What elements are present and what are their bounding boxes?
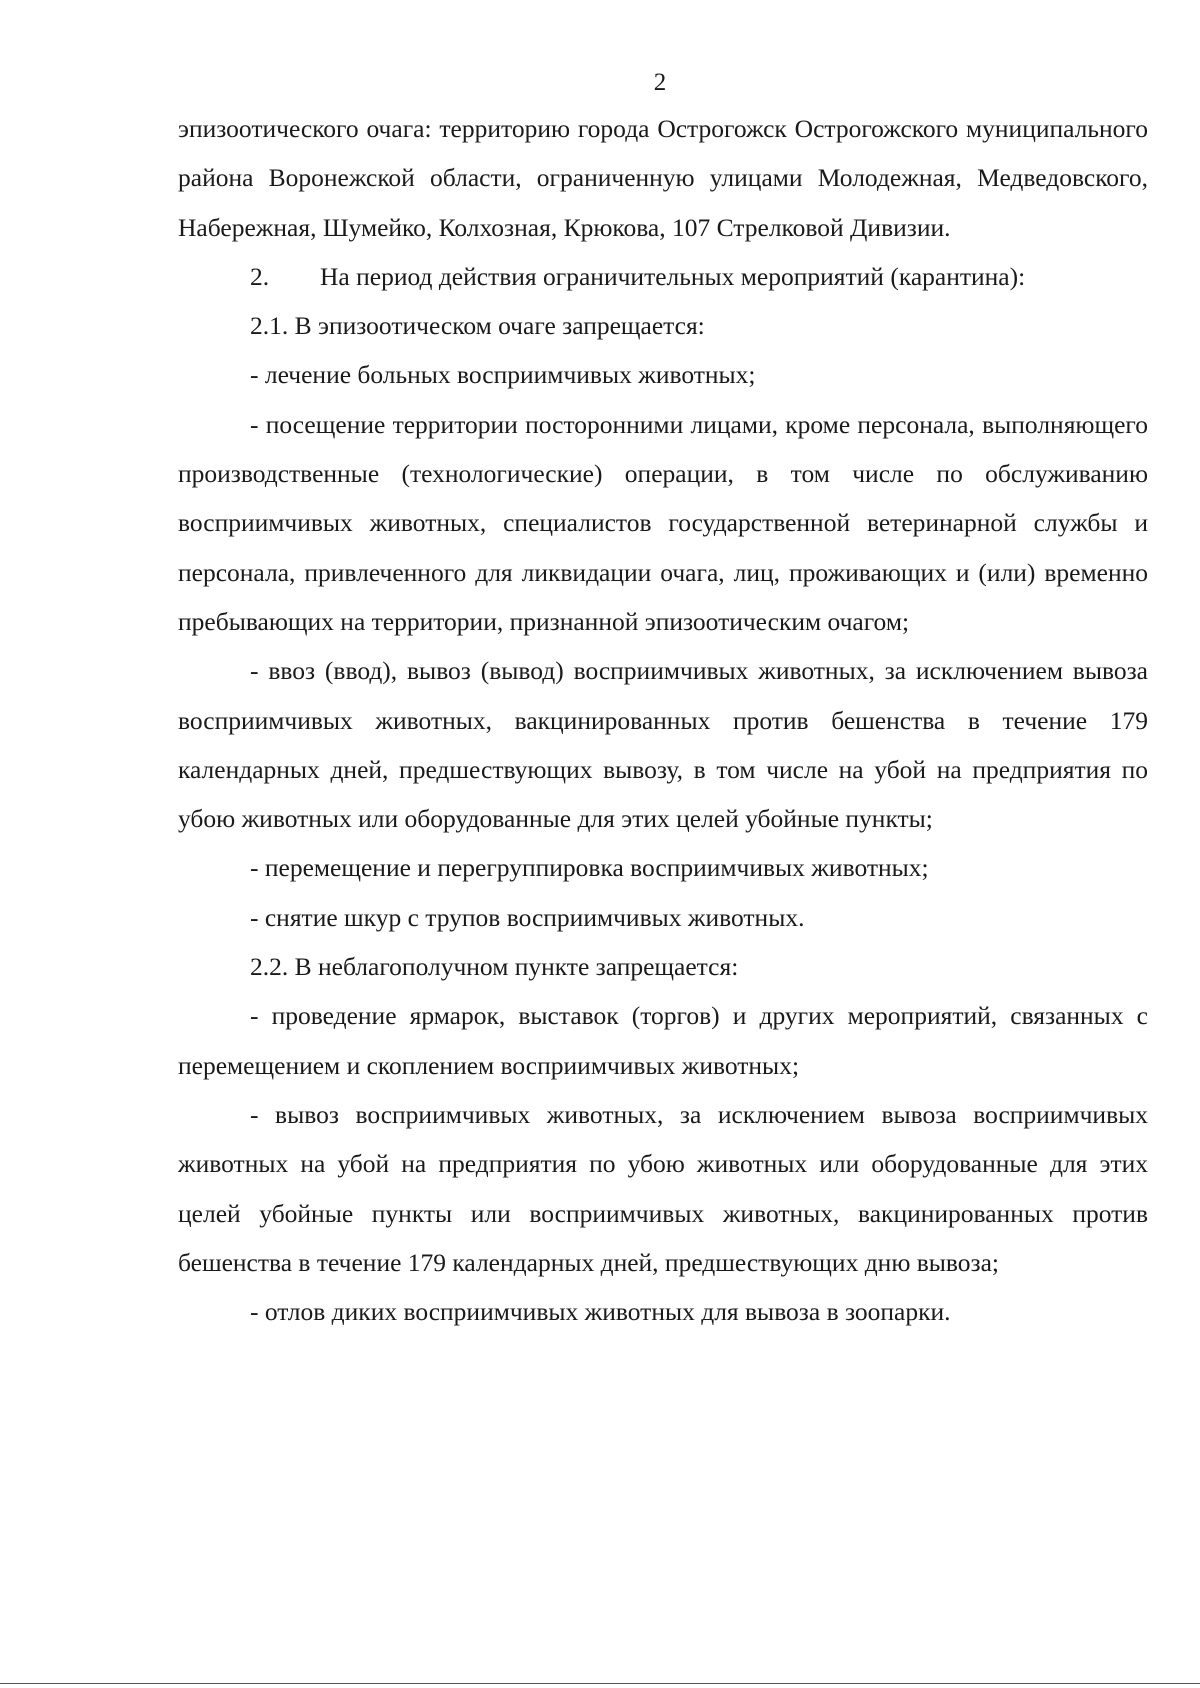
numbered-item-2: [178, 252, 1148, 301]
list-item-treatment: - лечение больных восприимчивых животных;: [250, 360, 756, 390]
page-bottom-divider: [0, 1683, 1200, 1684]
list-item-fairs: - проведение ярмарок, выставок (торгов) и других мероприятий, связанных с перемещением и скоплением восприимчивых животных;: [178, 1001, 1148, 1080]
list-item-movement: - перемещение и перегруппировка восприимчивых животных;: [250, 853, 929, 883]
subsection-2-1-heading: 2.1. В эпизоотическом очаге запрещается:: [250, 311, 705, 341]
subsection-2-2-heading: 2.2. В неблагополучном пункте запрещается:: [250, 952, 739, 982]
list-item-skinning: - снятие шкур с трупов восприимчивых животных.: [250, 902, 805, 932]
list-item-import-export: - ввоз (ввод), вывоз (вывод) восприимчивых животных, за исключением вывоза восприимчивых животных, вакцинированных против бешенства в течение 179 календарных дней, предшествующих вывозу, в том числе на убой на предприятия по убою животных или оборудованные для этих целей убойные пункты;: [178, 656, 1148, 834]
item-text: На период действия ограничительных мероприятий (карантина):: [320, 261, 1026, 291]
list-item-capture: - отлов диких восприимчивых животных для вывоза в зоопарки.: [250, 1297, 951, 1327]
item-number: 2.: [250, 261, 270, 291]
list-item-export: - вывоз восприимчивых животных, за исключением вывоза восприимчивых животных на убой на предприятия по убою животных или оборудованные для этих целей убойные пункты или восприимчивых животных, вакцинированных против бешенства в течение 179 календарных дней, предшествующих дню вывоза;: [178, 1099, 1148, 1277]
page-number: 2: [653, 69, 667, 96]
list-item-visiting: - посещение территории посторонними лицами, кроме персонала, выполняющего производственные (технологические) операции, в том числе по обслуживанию восприимчивых животных, специалистов государственной ветеринарной службы и персонала, привлеченного для ликвидации очага, лиц, проживающих и (или) временно пребывающих на территории, признанной эпизоотическим очагом;: [178, 409, 1148, 636]
paragraph-outbreak-territory: эпизоотического очага: территорию города Острогожск Острогожского муниципального района Воронежской области, ограниченную улицами Молодежная, Медведовского, Набережная, Шумейко, Колхозная, Крюкова, 107 Стрелковой Дивизии.: [178, 114, 1148, 242]
document-body: [178, 104, 1148, 1336]
